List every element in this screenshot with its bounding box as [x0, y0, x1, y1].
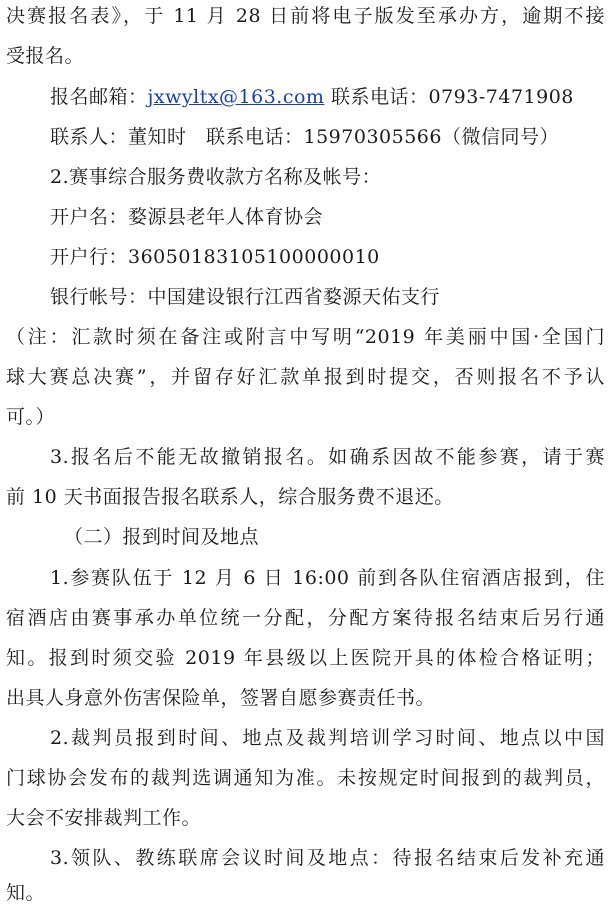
- email-link[interactable]: jxwyltx@163.com: [147, 86, 325, 108]
- text-line: 前 10 天书面报告报名联系人，综合服务费不退还。: [6, 486, 454, 508]
- account-name: 开户名：婺源县老年人体育协会: [50, 206, 324, 228]
- text-line: 门球协会发布的裁判选调通知为准。未按规定时间报到的裁判员，: [6, 767, 605, 789]
- text-line: 3.报名后不能无故撤销报名。如确系因故不能参赛，请于赛: [50, 446, 605, 468]
- email-label: 报名邮箱：: [50, 86, 148, 108]
- text-line: 宿酒店由赛事承办单位统一分配，分配方案待报名结束后另行通: [6, 607, 605, 629]
- note-line: 球大赛总决赛”，并留存好汇款单报到时提交，否则报名不予认: [6, 366, 605, 388]
- email-phone: 联系电话：0793-7471908: [324, 86, 574, 108]
- fee-heading: 2.赛事综合服务费收款方名称及帐号：: [50, 166, 382, 188]
- text-line: 出具人身意外伤害保险单，签署自愿参赛责任书。: [6, 687, 436, 709]
- text-line: 1.参赛队伍于 12 月 6 日 16:00 前到各队住宿酒店报到，住: [50, 567, 605, 589]
- bank-name: 银行帐号：中国建设银行江西省婺源天佑支行: [50, 286, 441, 308]
- text-line: 知。报到时须交验 2019 年县级以上医院开具的体检合格证明；: [6, 647, 605, 669]
- note-line: 可。）: [6, 406, 56, 428]
- text-line: 决赛报名表》，于 11 月 28 日前将电子版发至承办方，逾期不接: [6, 5, 605, 27]
- section-heading: （二）报到时间及地点: [64, 526, 260, 548]
- text-line: 知。: [6, 882, 46, 904]
- text-line: 大会不安排裁判工作。: [6, 807, 202, 829]
- text-line: 3.领队、教练联席会议时间及地点：待报名结束后发补充通: [50, 847, 605, 869]
- contact-line: 联系人：董知时 联系电话：15970305566（微信同号）: [50, 126, 559, 148]
- note-line: （注：汇款时须在备注或附言中写明“2019 年美丽中国·全国门: [6, 326, 605, 348]
- text-line: 2.裁判员报到时间、地点及裁判培训学习时间、地点以中国: [50, 727, 605, 749]
- email-line: [50, 84, 605, 110]
- bank-account: 开户行：36050183105100000010: [50, 246, 380, 268]
- text-line: 受报名。: [6, 45, 85, 67]
